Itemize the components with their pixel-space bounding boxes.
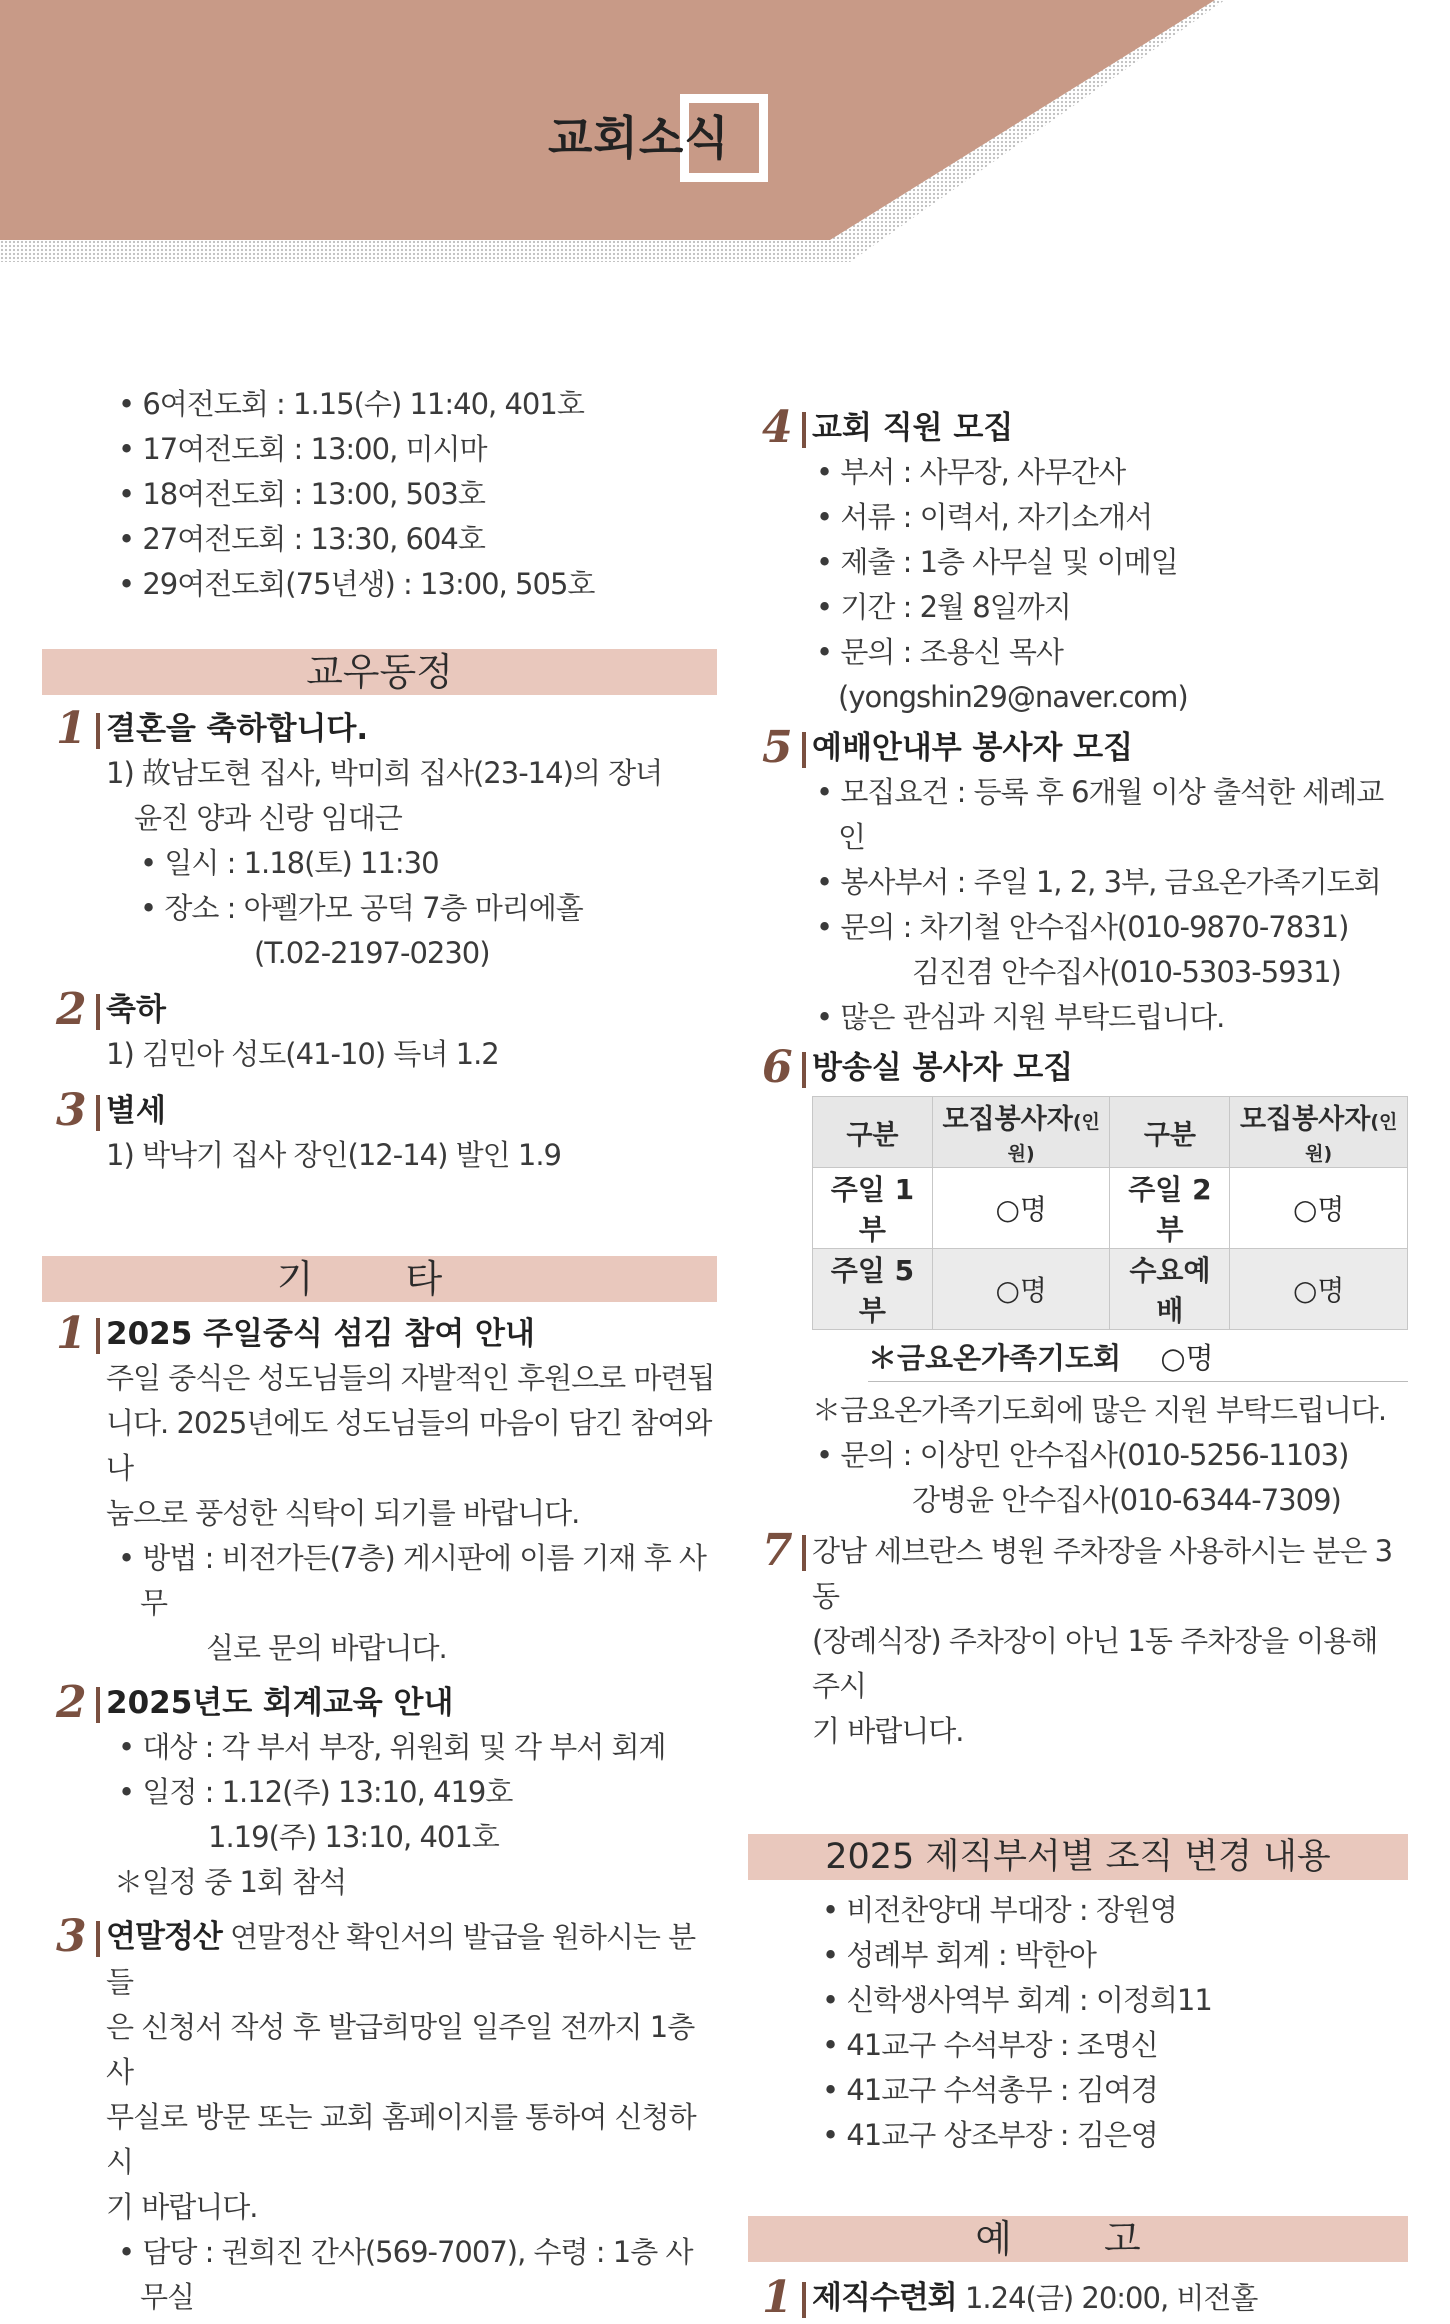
right-column bbox=[748, 398, 1408, 2321]
org-item: • 성례부 회계 : 박한아 bbox=[818, 1933, 1408, 1978]
right-item-6 bbox=[748, 1042, 1408, 1523]
item-line: (T.02-2197-0230) bbox=[254, 936, 490, 970]
section-title-notice: 예 고 bbox=[748, 2216, 1408, 2262]
item-bullet: • 서류 : 이력서, 자기소개서 bbox=[812, 495, 1408, 540]
intro-item: • 29여전도회(75년생) : 13:00, 505호 bbox=[114, 562, 717, 607]
item-number: 3 bbox=[56, 1911, 87, 1962]
item-line: 윤진 양과 신랑 임대근 bbox=[134, 801, 402, 835]
item-title: 제직수련회 bbox=[812, 2280, 957, 2316]
item-note: ＊금요온가족기도회에 많은 지원 부탁드립니다. bbox=[812, 1393, 1387, 1427]
org-list bbox=[748, 1888, 1408, 2158]
item-number: 2 bbox=[56, 1677, 87, 1728]
intro-item: • 18여전도회 : 13:00, 503호 bbox=[114, 472, 717, 517]
right-item-4 bbox=[748, 402, 1408, 720]
intro-list bbox=[42, 382, 717, 607]
item-text: 니다. 2025년에도 성도님들의 마음이 담긴 참여와 나 bbox=[106, 1406, 712, 1485]
friday-row bbox=[868, 1334, 1408, 1382]
table-cell: ○명 bbox=[1230, 1249, 1408, 1330]
item-title-line bbox=[812, 2276, 1408, 2321]
item-line: 1) 김민아 성도(41-10) 득녀 1.2 bbox=[106, 1037, 499, 1071]
org-item: • 41교구 수석총무 : 김여경 bbox=[818, 2068, 1408, 2113]
item-line: 1.19(주) 13:10, 401호 bbox=[208, 1820, 499, 1854]
etc-item-2 bbox=[42, 1677, 717, 1905]
intro-item: • 27여전도회 : 13:30, 604호 bbox=[114, 517, 717, 562]
item-number: 1 bbox=[56, 1308, 87, 1359]
table-cell: 수요예배 bbox=[1110, 1249, 1230, 1330]
right-item-5 bbox=[748, 722, 1408, 1040]
item-number: 7 bbox=[762, 1525, 793, 1576]
item-bullet: • 방법 : 비전가든(7층) 게시판에 이름 기재 후 사무 bbox=[114, 1536, 717, 1626]
alumni-item-3 bbox=[42, 1085, 717, 1178]
table-header-cell: 구분 bbox=[1110, 1097, 1230, 1168]
item-line: 김진겸 안수집사(010-5303-5931) bbox=[912, 955, 1341, 989]
item-title: 예배안내부 봉사자 모집 bbox=[812, 730, 1134, 766]
item-bullet: • 모집요건 : 등록 후 6개월 이상 출석한 세례교인 bbox=[812, 770, 1408, 860]
table-cell: ○명 bbox=[1230, 1168, 1408, 1249]
table-cell: ○명 bbox=[932, 1168, 1110, 1249]
item-title: 연말정산 bbox=[106, 1919, 222, 1955]
item-text: 눔으로 풍성한 식탁이 되기를 바랍니다. bbox=[106, 1496, 580, 1530]
table-header-row bbox=[813, 1097, 1408, 1168]
item-bullet: • 부서 : 사무장, 사무간사 bbox=[812, 450, 1408, 495]
item-text: 기 바랍니다. bbox=[106, 2190, 258, 2224]
right-item-7 bbox=[748, 1525, 1408, 1754]
item-number: 3 bbox=[56, 1085, 87, 1136]
item-text: 무실로 방문 또는 교회 홈페이지를 통하여 신청하시 bbox=[106, 2100, 696, 2179]
table-row bbox=[813, 1168, 1408, 1249]
section-title-org: 2025 제직부서별 조직 변경 내용 bbox=[748, 1834, 1408, 1880]
item-title: 축하 bbox=[106, 992, 166, 1028]
item-bullet: • 문의 : 조용신 목사(yongshin29@naver.com) bbox=[812, 630, 1408, 720]
table-cell: 주일 1부 bbox=[813, 1168, 933, 1249]
item-number: 4 bbox=[762, 402, 793, 453]
item-title-line bbox=[106, 1915, 717, 2005]
item-title: 방송실 봉사자 모집 bbox=[812, 1050, 1074, 1086]
item-text: (장례식장) 주차장이 아닌 1동 주차장을 이용해 주시 bbox=[812, 1624, 1378, 1703]
org-item: • 신학생사역부 회계 : 이정희11 bbox=[818, 1978, 1408, 2023]
intro-item: • 6여전도회 : 1.15(수) 11:40, 401호 bbox=[114, 382, 717, 427]
item-bullet: • 많은 관심과 지원 부탁드립니다. bbox=[812, 995, 1408, 1040]
item-bullet: • 담당 : 권희진 간사(569-7007), 수령 : 1층 사무실 bbox=[114, 2230, 717, 2320]
item-number: 1 bbox=[762, 2272, 793, 2323]
item-text: 은 신청서 작성 후 발급희망일 일주일 전까지 1층 사 bbox=[106, 2010, 695, 2089]
item-line: 1) 박낙기 집사 장인(12-14) 발인 1.9 bbox=[106, 1138, 561, 1172]
volunteer-table bbox=[812, 1096, 1408, 1330]
item-text: 기 바랍니다. bbox=[812, 1714, 964, 1748]
item-bullet: • 장소 : 아펠가모 공덕 7층 마리에홀 bbox=[136, 886, 717, 931]
item-bullet: • 봉사부서 : 주일 1, 2, 3부, 금요온가족기도회 bbox=[812, 860, 1408, 905]
etc-item-1 bbox=[42, 1308, 717, 1671]
item-bullet: • 일시 : 1.18(토) 11:30 bbox=[136, 841, 717, 886]
item-bullet: • 제출 : 1층 사무실 및 이메일 bbox=[812, 540, 1408, 585]
org-item: • 비전찬양대 부대장 : 장원영 bbox=[818, 1888, 1408, 1933]
etc-item-3 bbox=[42, 1911, 717, 2320]
item-number: 1 bbox=[56, 703, 87, 754]
item-text: 1.24(금) 20:00, 비전홀 bbox=[956, 2281, 1258, 2315]
section-title-etc: 기 타 bbox=[42, 1256, 717, 1302]
item-line: 강병윤 안수집사(010-6344-7309) bbox=[912, 1483, 1341, 1517]
table-row bbox=[813, 1249, 1408, 1330]
intro-item: • 17여전도회 : 13:00, 미시마 bbox=[114, 427, 717, 472]
table-cell: 주일 5부 bbox=[813, 1249, 933, 1330]
alumni-item-1 bbox=[42, 703, 717, 976]
item-title: 교회 직원 모집 bbox=[812, 410, 1014, 446]
item-number: 6 bbox=[762, 1042, 793, 1093]
table-header-cell: 모집봉사자(인원) bbox=[932, 1097, 1110, 1168]
item-bullet: • 문의 : 이상민 안수집사(010-5256-1103) bbox=[812, 1433, 1408, 1478]
item-text: 강남 세브란스 병원 주차장을 사용하시는 분은 3동 bbox=[812, 1534, 1393, 1613]
item-bullet: • 기간 : 2월 8일까지 bbox=[812, 585, 1408, 630]
item-title-rest: 연말정산 확인서의 발급을 원하시는 분들 bbox=[106, 1920, 696, 1999]
item-bullet: • 문의 : 차기철 안수집사(010-9870-7831) bbox=[812, 905, 1408, 950]
org-item: • 41교구 수석부장 : 조명신 bbox=[818, 2023, 1408, 2068]
item-number: 2 bbox=[56, 984, 87, 1035]
item-line: 실로 문의 바랍니다. bbox=[206, 1631, 447, 1665]
item-note: ＊일정 중 1회 참석 bbox=[114, 1865, 347, 1899]
item-title: 결혼을 축하합니다. bbox=[106, 711, 369, 747]
table-cell: ○명 bbox=[932, 1249, 1110, 1330]
item-bullet: • 대상 : 각 부서 부장, 위원회 및 각 부서 회계 bbox=[114, 1725, 717, 1770]
alumni-item-2 bbox=[42, 984, 717, 1077]
item-title: 2025년도 회계교육 안내 bbox=[106, 1685, 454, 1721]
friday-value: ○명 bbox=[1160, 1341, 1214, 1375]
page-title: 교회소식 bbox=[548, 111, 730, 165]
left-column bbox=[42, 382, 717, 2320]
item-number: 5 bbox=[762, 722, 793, 773]
item-line: 1) 故남도현 집사, 박미희 집사(23-14)의 장녀 bbox=[106, 756, 663, 790]
table-cell: 주일 2부 bbox=[1110, 1168, 1230, 1249]
item-title: 별세 bbox=[106, 1093, 166, 1129]
notice-item-1 bbox=[748, 2272, 1408, 2323]
table-header-cell: 모집봉사자(인원) bbox=[1230, 1097, 1408, 1168]
friday-label: ＊금요온가족기도회 bbox=[868, 1341, 1122, 1375]
org-item: • 41교구 상조부장 : 김은영 bbox=[818, 2113, 1408, 2158]
item-bullet: • 일정 : 1.12(주) 13:10, 419호 bbox=[114, 1770, 717, 1815]
table-header-cell: 구분 bbox=[813, 1097, 933, 1168]
item-text: 주일 중식은 성도님들의 자발적인 후원으로 마련됩 bbox=[106, 1361, 715, 1395]
section-title-alumni: 교우동정 bbox=[42, 649, 717, 695]
item-title: 2025 주일중식 섬김 참여 안내 bbox=[106, 1316, 535, 1352]
